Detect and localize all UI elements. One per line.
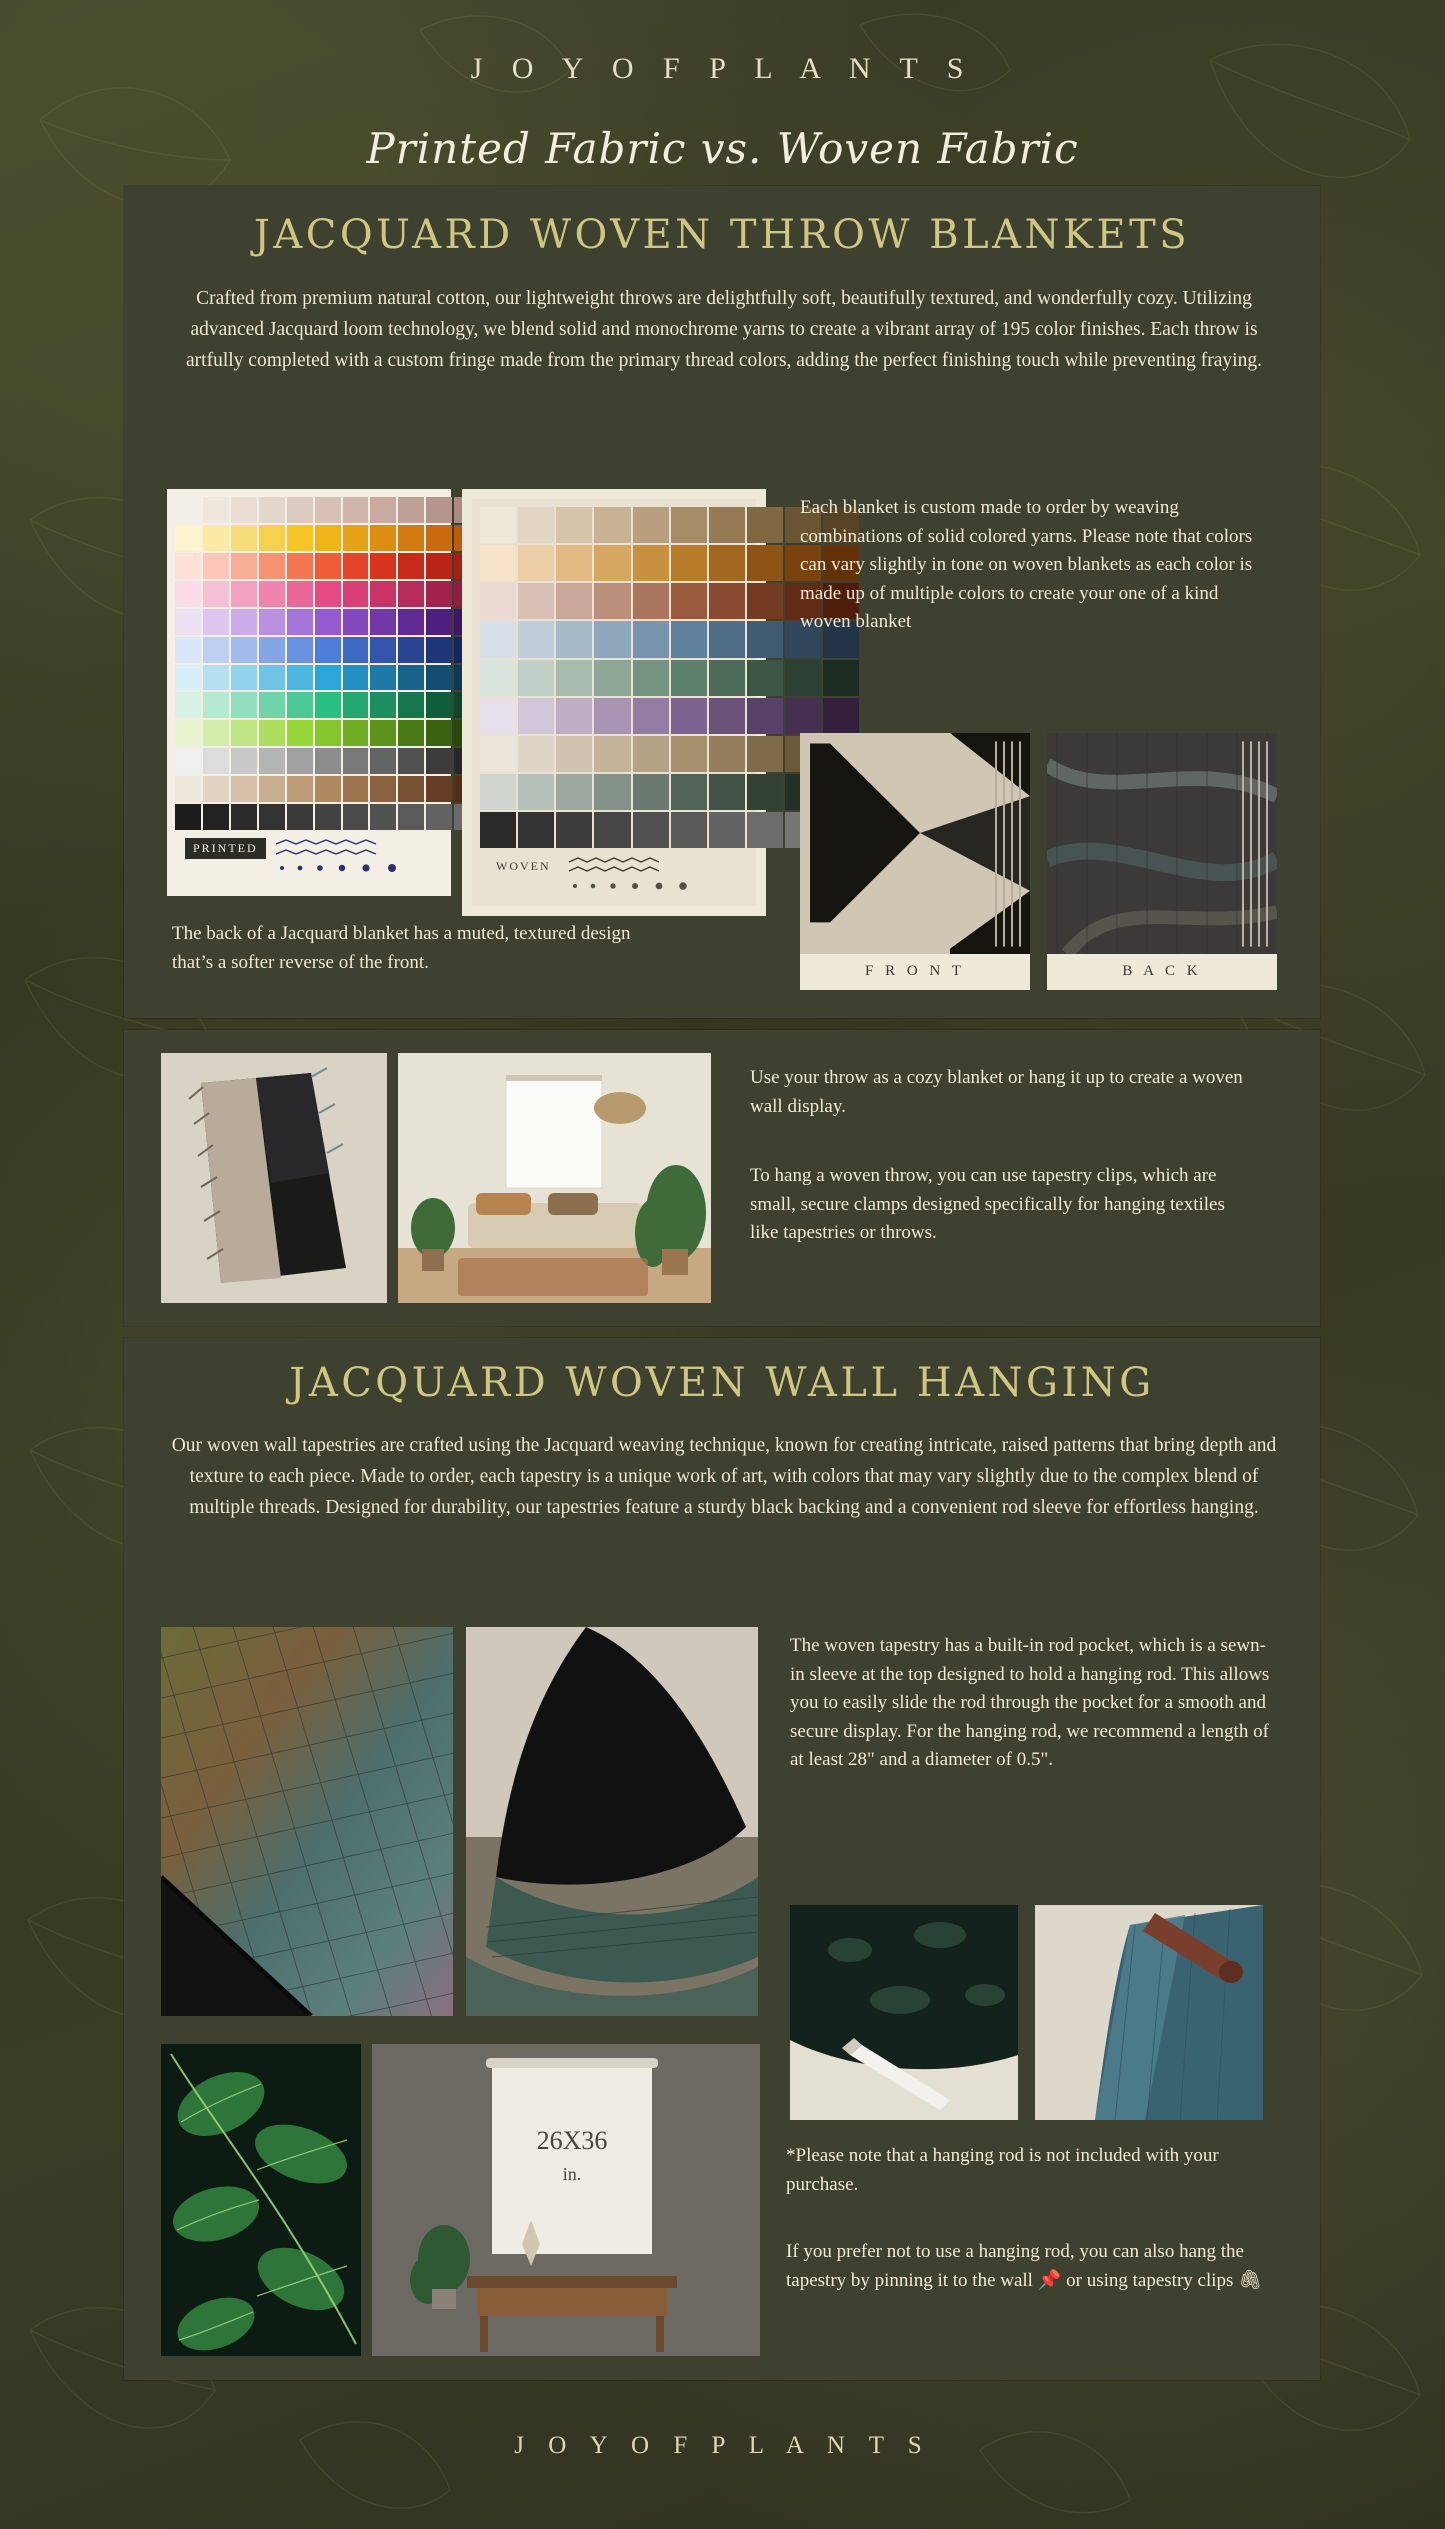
color-swatch xyxy=(259,581,285,607)
color-swatch xyxy=(709,583,745,619)
color-swatch xyxy=(175,637,201,663)
color-swatch xyxy=(343,804,369,830)
color-swatch xyxy=(287,553,313,579)
leaf-tapestry-photo xyxy=(161,2044,361,2356)
color-swatch xyxy=(315,776,341,802)
woven-swatch-sheet xyxy=(462,489,766,916)
color-swatch xyxy=(370,720,396,746)
color-swatch xyxy=(343,581,369,607)
color-swatch xyxy=(785,660,821,696)
color-swatch xyxy=(480,545,516,581)
color-swatch xyxy=(231,637,257,663)
color-swatch xyxy=(343,720,369,746)
printed-swatch-grid xyxy=(167,489,451,838)
color-swatch xyxy=(426,497,452,523)
color-swatch xyxy=(398,553,424,579)
color-swatch xyxy=(259,692,285,718)
color-swatch xyxy=(175,665,201,691)
color-swatch xyxy=(231,692,257,718)
color-swatch xyxy=(556,621,592,657)
color-swatch xyxy=(343,748,369,774)
card-blanket-back xyxy=(1047,733,1277,990)
color-swatch xyxy=(709,774,745,810)
hanging-tip-paragraph-1: Use your throw as a cozy blanket or hang it up to create a woven wall display. xyxy=(750,1067,1243,1117)
color-swatch xyxy=(203,497,229,523)
color-swatch xyxy=(259,776,285,802)
color-swatch xyxy=(709,660,745,696)
color-swatch xyxy=(231,748,257,774)
rod-pocket-closeup-photo xyxy=(790,1905,1018,2120)
page-subtitle: Printed Fabric vs. Woven Fabric xyxy=(366,124,1079,173)
color-swatch xyxy=(426,804,452,830)
color-swatch xyxy=(556,545,592,581)
color-swatch xyxy=(518,736,554,772)
color-swatch xyxy=(343,637,369,663)
color-swatch xyxy=(398,525,424,551)
color-swatch xyxy=(231,525,257,551)
color-swatch xyxy=(594,736,630,772)
printed-swatch-sheet xyxy=(167,489,451,896)
color-swatch xyxy=(709,698,745,734)
color-swatch xyxy=(594,507,630,543)
section-title-wall-hanging: JACQUARD WOVEN WALL HANGING xyxy=(289,1360,1155,1406)
color-swatch xyxy=(594,583,630,619)
color-swatch xyxy=(315,748,341,774)
color-swatch xyxy=(259,665,285,691)
color-swatch xyxy=(426,665,452,691)
color-swatch xyxy=(518,698,554,734)
color-swatch xyxy=(671,583,707,619)
color-swatch xyxy=(556,698,592,734)
color-swatch xyxy=(633,583,669,619)
color-swatch xyxy=(594,660,630,696)
color-swatch xyxy=(175,776,201,802)
color-swatch xyxy=(709,621,745,657)
color-swatch xyxy=(175,581,201,607)
color-swatch xyxy=(747,812,783,848)
color-swatch xyxy=(287,692,313,718)
color-swatch xyxy=(594,812,630,848)
color-swatch xyxy=(231,497,257,523)
color-swatch xyxy=(480,774,516,810)
color-swatch xyxy=(556,774,592,810)
color-swatch xyxy=(343,609,369,635)
color-swatch xyxy=(556,660,592,696)
color-swatch xyxy=(480,660,516,696)
color-swatch xyxy=(287,748,313,774)
color-swatch xyxy=(343,692,369,718)
color-swatch xyxy=(556,583,592,619)
color-swatch xyxy=(398,748,424,774)
color-swatch xyxy=(370,637,396,663)
color-swatch xyxy=(747,774,783,810)
color-swatch xyxy=(315,553,341,579)
color-swatch xyxy=(203,804,229,830)
tapestry-black-backing-photo xyxy=(466,1627,758,2016)
card-front-caption: F R O N T xyxy=(865,963,965,979)
color-swatch xyxy=(594,621,630,657)
color-swatch xyxy=(203,609,229,635)
color-swatch xyxy=(231,804,257,830)
color-swatch xyxy=(709,736,745,772)
color-swatch xyxy=(370,525,396,551)
color-swatch xyxy=(633,698,669,734)
color-swatch xyxy=(518,621,554,657)
color-swatch xyxy=(370,609,396,635)
color-swatch xyxy=(370,804,396,830)
color-swatch xyxy=(175,692,201,718)
color-swatch xyxy=(203,553,229,579)
color-swatch xyxy=(747,545,783,581)
brand-title: J O Y O F P L A N T S xyxy=(470,52,975,85)
color-swatch xyxy=(480,583,516,619)
color-swatch xyxy=(556,507,592,543)
color-swatch xyxy=(480,621,516,657)
color-swatch xyxy=(398,497,424,523)
color-swatch xyxy=(671,774,707,810)
color-swatch xyxy=(556,812,592,848)
color-swatch xyxy=(671,621,707,657)
color-swatch xyxy=(343,665,369,691)
color-swatch xyxy=(747,621,783,657)
color-swatch xyxy=(287,665,313,691)
color-swatch xyxy=(426,609,452,635)
color-swatch xyxy=(633,545,669,581)
color-swatch xyxy=(671,660,707,696)
color-swatch xyxy=(315,665,341,691)
color-swatch xyxy=(480,507,516,543)
color-swatch xyxy=(287,776,313,802)
color-swatch xyxy=(398,637,424,663)
color-swatch xyxy=(343,497,369,523)
color-swatch xyxy=(287,609,313,635)
intro-paragraph-blankets: Crafted from premium natural cotton, our lightweight throws are delightfully soft, beautifully textured, and wonderfully cozy. Utilizing advanced Jacquard loom technology, we blend solid and monochrome yarns to create a vibrant array of 195 color finishes. Each throw is artfully completed with a custom fringe made from the primary thread colors, adding the perfect finishing touch while preventing fraying. xyxy=(186,288,1262,371)
color-swatch xyxy=(231,720,257,746)
color-swatch xyxy=(426,581,452,607)
color-swatch xyxy=(315,804,341,830)
tapestry-room-poster-photo xyxy=(372,2044,760,2356)
color-swatch xyxy=(747,736,783,772)
color-swatch xyxy=(315,609,341,635)
color-swatch xyxy=(633,621,669,657)
color-swatch xyxy=(594,774,630,810)
color-swatch xyxy=(203,748,229,774)
color-swatch xyxy=(315,525,341,551)
color-swatch xyxy=(315,497,341,523)
rod-not-included-note: *Please note that a hanging rod is not included with your purchase. xyxy=(786,2145,1219,2195)
rod-inserted-closeup-photo xyxy=(1035,1905,1263,2120)
color-swatch xyxy=(203,637,229,663)
color-swatch xyxy=(315,581,341,607)
color-swatch xyxy=(518,660,554,696)
pinning-alternative-note: If you prefer not to use a hanging rod, you can also hang the tapestry by pinning it to the wall 📌 or using tapestry clips 🖇 xyxy=(786,2241,1263,2291)
color-swatch xyxy=(370,581,396,607)
color-swatch xyxy=(370,692,396,718)
color-swatch xyxy=(315,637,341,663)
color-swatch xyxy=(671,736,707,772)
color-swatch xyxy=(259,748,285,774)
color-swatch xyxy=(175,497,201,523)
color-swatch xyxy=(370,665,396,691)
color-swatch xyxy=(480,812,516,848)
color-swatch xyxy=(175,553,201,579)
color-swatch xyxy=(203,525,229,551)
color-swatch xyxy=(747,698,783,734)
color-swatch xyxy=(633,507,669,543)
color-swatch xyxy=(343,776,369,802)
card-back-caption: B A C K xyxy=(1122,963,1202,979)
color-swatch xyxy=(747,583,783,619)
color-swatch xyxy=(426,776,452,802)
color-swatch xyxy=(594,545,630,581)
color-swatch xyxy=(203,776,229,802)
color-swatch xyxy=(633,660,669,696)
color-swatch xyxy=(287,720,313,746)
card-blanket-front xyxy=(800,733,1030,990)
section-title-blankets: JACQUARD WOVEN THROW BLANKETS xyxy=(253,212,1191,258)
color-swatch xyxy=(398,665,424,691)
printed-sheet-label: PRINTED xyxy=(185,838,266,859)
color-swatch xyxy=(426,553,452,579)
woven-swatch-grid xyxy=(472,499,756,856)
color-swatch xyxy=(370,497,396,523)
color-swatch xyxy=(287,581,313,607)
color-swatch xyxy=(671,698,707,734)
color-swatch xyxy=(633,812,669,848)
color-swatch xyxy=(370,776,396,802)
color-swatch xyxy=(518,774,554,810)
blanket-side-text: Each blanket is custom made to order by weaving combinations of solid colored yarns. Please note that colors can vary slightly in tone on woven blankets as each color is made up of multiple colors to create your one of a kind woven blanket xyxy=(800,497,1253,632)
blanket-front-photo xyxy=(800,733,1030,954)
printed-pattern-samples xyxy=(274,838,424,886)
color-swatch xyxy=(259,525,285,551)
color-swatch xyxy=(398,609,424,635)
color-swatch xyxy=(480,698,516,734)
color-swatch xyxy=(594,698,630,734)
color-swatch xyxy=(259,553,285,579)
color-swatch xyxy=(175,748,201,774)
color-swatch xyxy=(343,553,369,579)
color-swatch xyxy=(747,660,783,696)
intro-paragraph-wall-hanging: Our woven wall tapestries are crafted using the Jacquard weaving technique, known for creating intricate, raised patterns that bring depth and texture to each piece. Made to order, each tapestry is a unique work of art, with colors that may vary slightly due to the complex blend of multiple threads. Designed for durability, our tapestries feature a sturdy black backing and a convenient rod sleeve for effortless hanging. xyxy=(171,1435,1277,1518)
color-swatch xyxy=(315,720,341,746)
color-swatch xyxy=(259,637,285,663)
color-swatch xyxy=(398,776,424,802)
color-swatch xyxy=(398,720,424,746)
woven-pattern-samples xyxy=(567,856,707,900)
color-swatch xyxy=(709,812,745,848)
color-swatch xyxy=(231,609,257,635)
rod-pocket-text: The woven tapestry has a built-in rod pocket, which is a sewn-in sleeve at the top designed to hold a hanging rod. This allows you to easily slide the rod through the pocket for a smooth and secure display. For the hanging rod, we recommend a length of at least 28" and a diameter of 0.5". xyxy=(790,1635,1270,1770)
color-swatch xyxy=(287,804,313,830)
color-swatch xyxy=(370,553,396,579)
color-swatch xyxy=(398,581,424,607)
tapestry-closeup-photo xyxy=(161,1627,453,2016)
color-swatch xyxy=(231,581,257,607)
color-swatch xyxy=(480,736,516,772)
folded-throw-photo xyxy=(161,1053,387,1303)
color-swatch xyxy=(259,609,285,635)
color-swatch xyxy=(709,507,745,543)
color-swatch xyxy=(426,748,452,774)
color-swatch xyxy=(556,736,592,772)
color-swatch xyxy=(259,804,285,830)
woven-sheet-label: WOVEN xyxy=(496,859,551,873)
color-swatch xyxy=(398,804,424,830)
color-swatch xyxy=(203,692,229,718)
color-swatch xyxy=(287,497,313,523)
color-swatch xyxy=(709,545,745,581)
color-swatch xyxy=(175,720,201,746)
color-swatch xyxy=(370,748,396,774)
color-swatch xyxy=(259,497,285,523)
color-swatch xyxy=(426,525,452,551)
color-swatch xyxy=(785,698,821,734)
color-swatch xyxy=(671,812,707,848)
color-swatch xyxy=(823,660,859,696)
color-swatch xyxy=(231,665,257,691)
living-room-wall-display-photo xyxy=(398,1053,711,1303)
color-swatch xyxy=(426,692,452,718)
color-swatch xyxy=(426,637,452,663)
color-swatch xyxy=(671,507,707,543)
color-swatch xyxy=(633,736,669,772)
color-swatch xyxy=(823,698,859,734)
color-swatch xyxy=(231,553,257,579)
color-swatch xyxy=(518,583,554,619)
color-swatch xyxy=(315,692,341,718)
color-swatch xyxy=(175,525,201,551)
color-swatch xyxy=(518,545,554,581)
color-swatch xyxy=(287,525,313,551)
poster-unit-text: in. xyxy=(562,2164,582,2184)
color-swatch xyxy=(426,720,452,746)
color-swatch xyxy=(175,804,201,830)
color-swatch xyxy=(671,545,707,581)
blanket-back-note: The back of a Jacquard blanket has a muted, textured design that’s a softer reverse of the front. xyxy=(172,923,631,973)
color-swatch xyxy=(633,774,669,810)
color-swatch xyxy=(203,581,229,607)
color-swatch xyxy=(287,637,313,663)
color-swatch xyxy=(203,720,229,746)
poster-size-text: 26X36 xyxy=(536,2126,608,2155)
color-swatch xyxy=(343,525,369,551)
hanging-tip-paragraph-2: To hang a woven throw, you can use tapestry clips, which are small, secure clamps designed specifically for hanging textiles like tapestries or throws. xyxy=(750,1165,1225,1243)
color-swatch xyxy=(398,692,424,718)
color-swatch xyxy=(175,609,201,635)
color-swatch xyxy=(203,665,229,691)
color-swatch xyxy=(518,812,554,848)
blanket-back-photo xyxy=(1047,733,1277,954)
color-swatch xyxy=(518,507,554,543)
color-swatch xyxy=(259,720,285,746)
footer-brand: J O Y O F P L A N T S xyxy=(514,2432,931,2459)
color-swatch xyxy=(231,776,257,802)
color-swatch xyxy=(747,507,783,543)
